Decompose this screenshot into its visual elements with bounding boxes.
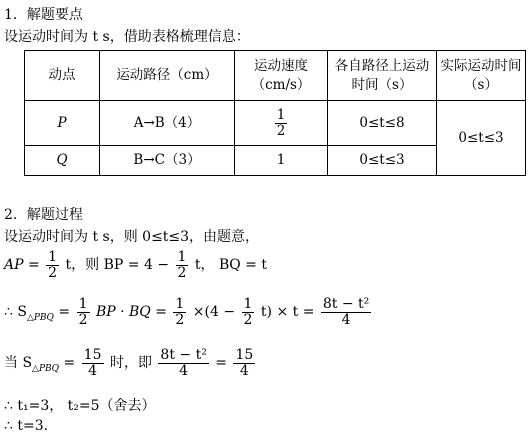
cell-time-q: 0≤t≤3 — [328, 146, 437, 176]
info-table — [24, 50, 526, 176]
section1-intro: 设运动时间为 t s，借助表格梳理信息： — [4, 29, 250, 45]
frac-den: 4 — [179, 362, 189, 379]
frac-half-c — [77, 297, 90, 327]
header-actual-time: 实际运动时间（s） — [437, 51, 526, 101]
math-line-4: ∴ t₁=3， t₂=5（舍去） — [4, 398, 156, 414]
frac-15-a — [82, 348, 104, 378]
frac-num: 8t − t² — [160, 347, 207, 363]
frac-den: 2 — [177, 264, 187, 281]
cell-point-p: P — [25, 101, 100, 146]
math1-tail: t，则 BP = 4 − — [65, 257, 170, 274]
cell-actual-time: 0≤t≤3 — [437, 101, 526, 176]
speed-numerator: 1 — [276, 107, 286, 124]
frac-num: 1 — [177, 249, 187, 265]
header-point: 动点 — [25, 51, 100, 101]
frac-half-a — [46, 250, 59, 280]
section1-heading: 1．解题要点 — [4, 7, 83, 23]
speed-fraction — [275, 108, 288, 137]
frac-num: 15 — [83, 347, 102, 363]
frac-den: 4 — [341, 311, 351, 328]
frac-area — [321, 297, 371, 327]
frac-den: 4 — [239, 362, 249, 379]
frac-num: 8t − t² — [322, 296, 370, 312]
math3-when: 当 S — [4, 355, 33, 372]
table-row-p — [25, 101, 526, 146]
frac-half-d — [173, 297, 186, 327]
cell-path-p: A→B（4） — [100, 101, 235, 146]
cell-speed-p — [235, 101, 328, 146]
table-header-row — [25, 51, 526, 101]
frac-den: 2 — [175, 311, 185, 328]
cell-point-q: Q — [25, 146, 100, 176]
speed-denominator: 2 — [276, 122, 286, 139]
frac-num: 1 — [78, 296, 88, 312]
math2-expr: ×(4 − — [192, 304, 236, 321]
header-time: 各自路径上运动时间（s） — [328, 51, 437, 101]
frac-half-b — [176, 250, 189, 280]
frac-15-b — [233, 348, 255, 378]
cell-time-p: 0≤t≤8 — [328, 101, 437, 146]
cell-path-q: B→C（3） — [100, 146, 235, 176]
math-line-1 — [4, 250, 267, 280]
math2-mid: BP · BQ = — [95, 304, 167, 321]
frac-area-b — [158, 348, 208, 378]
frac-den: 2 — [243, 311, 253, 328]
frac-num: 15 — [235, 347, 254, 363]
header-speed: 运动速度（cm/s） — [235, 51, 328, 101]
math3-eq: = — [63, 355, 76, 372]
frac-den: 4 — [88, 362, 98, 379]
math2-expr2: t) × t = — [260, 304, 315, 321]
cell-speed-q: 1 — [235, 146, 328, 176]
math-line-3 — [4, 348, 257, 378]
frac-num: 1 — [243, 296, 253, 312]
math1-ap: AP = — [4, 257, 40, 274]
math2-prefix: ∴ S — [4, 304, 27, 321]
frac-num: 1 — [175, 296, 185, 312]
math3-eq2: = — [215, 355, 227, 372]
math2-sub: △PBQ — [26, 313, 54, 323]
math3-sub: △PBQ — [32, 364, 60, 374]
header-path: 运动路径（cm） — [100, 51, 235, 101]
math1-tail2: t， BQ = t — [194, 257, 267, 274]
frac-num: 1 — [48, 249, 58, 265]
math-line-5: ∴ t=3. — [4, 418, 49, 434]
frac-half-e — [242, 297, 255, 327]
frac-den: 2 — [78, 311, 88, 328]
section2-intro: 设运动时间为 t s，则 0≤t≤3，由题意， — [4, 229, 260, 245]
math3-mid: 时，即 — [109, 355, 152, 372]
math-line-2: ∴ $S_{\triangle PBQ}$ = $\frac{1}{2}$ BP · BQ = $\frac{1}{2}$ ×(4 − $\frac{1}{2}$ t) × t = $\frac{\text{8t − t²}}{4}$ — [4, 296, 370, 328]
section2-heading: 2．解题过程 — [4, 207, 83, 223]
frac-den: 2 — [48, 264, 58, 281]
